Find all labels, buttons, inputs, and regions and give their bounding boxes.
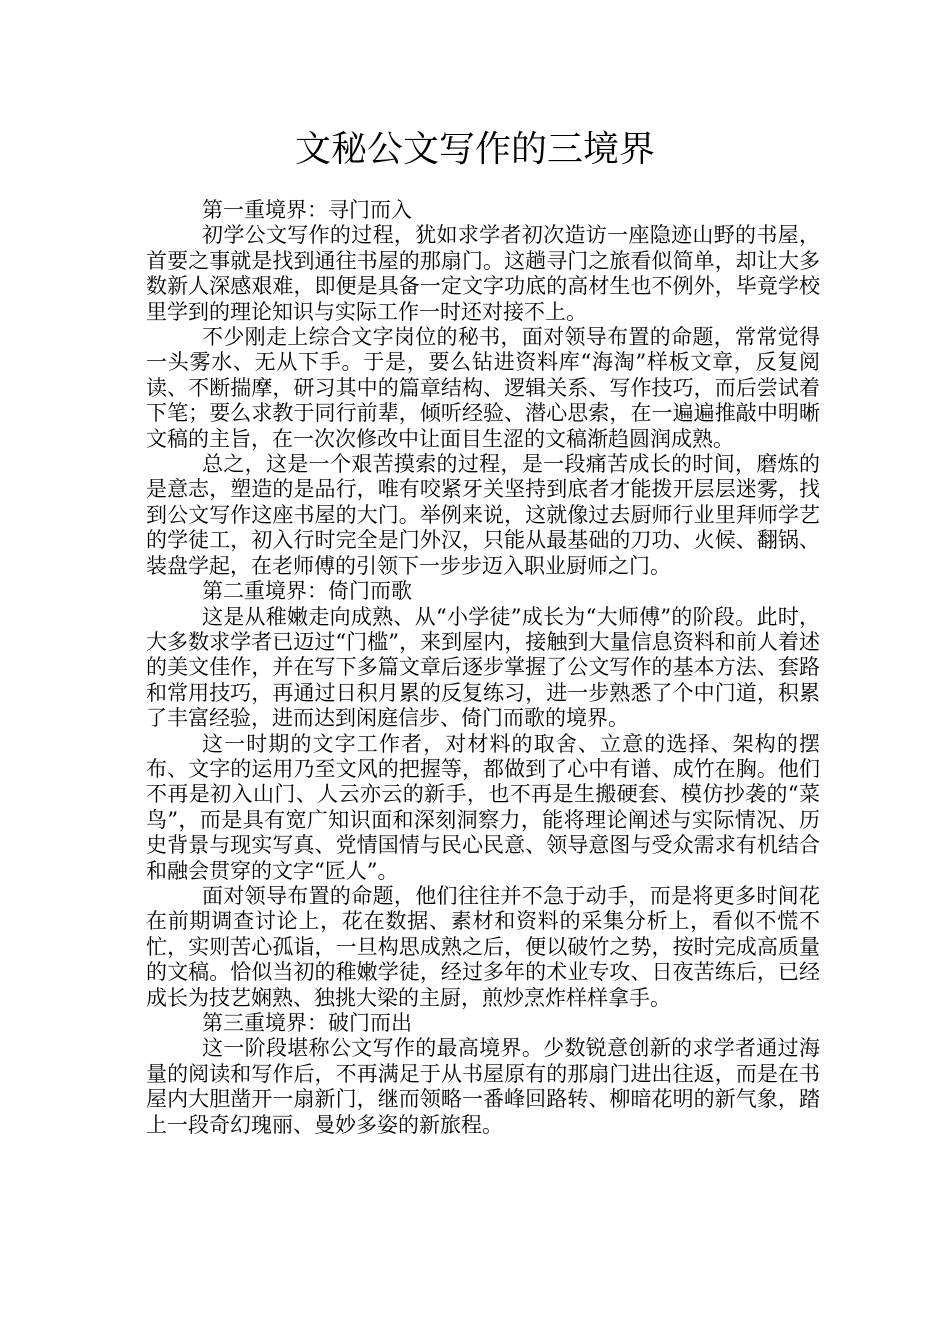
paragraph: 这一时期的文字工作者，对材料的取舍、立意的选择、架构的摆布、文字的运用乃至文风的把握等，都做到了心中有谱、成竹在胸。他们不再是初入山门、人云亦云的新手，也不再是生搬硬套、模仿抄袭的“菜鸟”，而是具有宽广知识面和深刻洞察力，能将理论阐述与实际情况、历史背景与现实写真、党情国情与民心民意、领导意图与受众需求有机结合和融会贯穿的文字“匠人”。 — [146, 731, 820, 883]
paragraph: 总之，这是一个艰苦摸索的过程，是一段痛苦成长的时间，磨炼的是意志，塑造的是品行，唯有咬紧牙关坚持到底者才能拨开层层迷雾，找到公文写作这座书屋的大门。举例来说，这就像过去厨师行业里拜师学艺的学徒工，初入行时完全是门外汉，只能从最基础的刀功、火候、翻锅、装盘学起，在老师傅的引领下一步步迈入职业厨师之门。 — [146, 452, 820, 578]
section-heading-1: 第一重境界：寻门而入 — [202, 198, 412, 222]
paragraph: 这一阶段堪称公文写作的最高境界。少数锐意创新的求学者通过海量的阅读和写作后，不再满足于从书屋原有的那扇门进出往返，而是在书屋内大胆凿开一扇新门，继而领略一番峰回路转、柳暗花明的新气象，踏上一段奇幻瑰丽、曼妙多姿的新旅程。 — [146, 1036, 820, 1137]
document-title: 文秘公文写作的三境界 — [294, 129, 655, 170]
section-heading-3: 第三重境界：破门而出 — [202, 1011, 412, 1035]
document-body — [146, 198, 820, 1138]
paragraph: 这是从稚嫩走向成熟、从“小学徒”成长为“大师傅”的阶段。此时，大多数求学者已迈过“门槛”，来到屋内，接触到大量信息资料和前人着述的美文佳作，并在写下多篇文章后逐步掌握了公文写作的基本方法、套路和常用技巧，再通过日积月累的反复练习，进一步熟悉了个中门道，积累了丰富经验，进而达到闲庭信步、倚门而歌的境界。 — [146, 604, 820, 731]
paragraph: 初学公文写作的过程，犹如求学者初次造访一座隐迹山野的书屋，首要之事就是找到通往书屋的那扇门。这趟寻门之旅看似简单，却让大多数新人深感艰难，即便是具备一定文字功底的高材生也不例外，毕竟学校里学到的理论知识与实际工作一时还对接不上。 — [146, 223, 820, 324]
section-heading-2: 第二重境界：倚门而歌 — [202, 579, 412, 604]
paragraph: 不少刚走上综合文字岗位的秘书，面对领导布置的命题，常常觉得一头雾水、无从下手。于是，要么钻进资料库“海淘”样板文章，反复阅读、不断揣摩，研习其中的篇章结构、逻辑关系、写作技巧，而后尝试着下笔；要么求教于同行前辈，倾听经验、潜心思索，在一遍遍推敲中明晰文稿的主旨，在一次次修改中让面目生涩的文稿渐趋圆润成熟。 — [146, 325, 820, 451]
paragraph: 面对领导布置的命题，他们往往并不急于动手，而是将更多时间花在前期调查讨论上，花在数据、素材和资料的采集分析上，看似不慌不忙，实则苦心孤诣，一旦构思成熟之后，便以破竹之势，按时完成高质量的文稿。恰似当初的稚嫩学徒，经过多年的术业专攻、日夜苦练后，已经成长为技艺娴熟、独挑大梁的主厨，煎炒烹炸样样拿手。 — [146, 883, 820, 1010]
